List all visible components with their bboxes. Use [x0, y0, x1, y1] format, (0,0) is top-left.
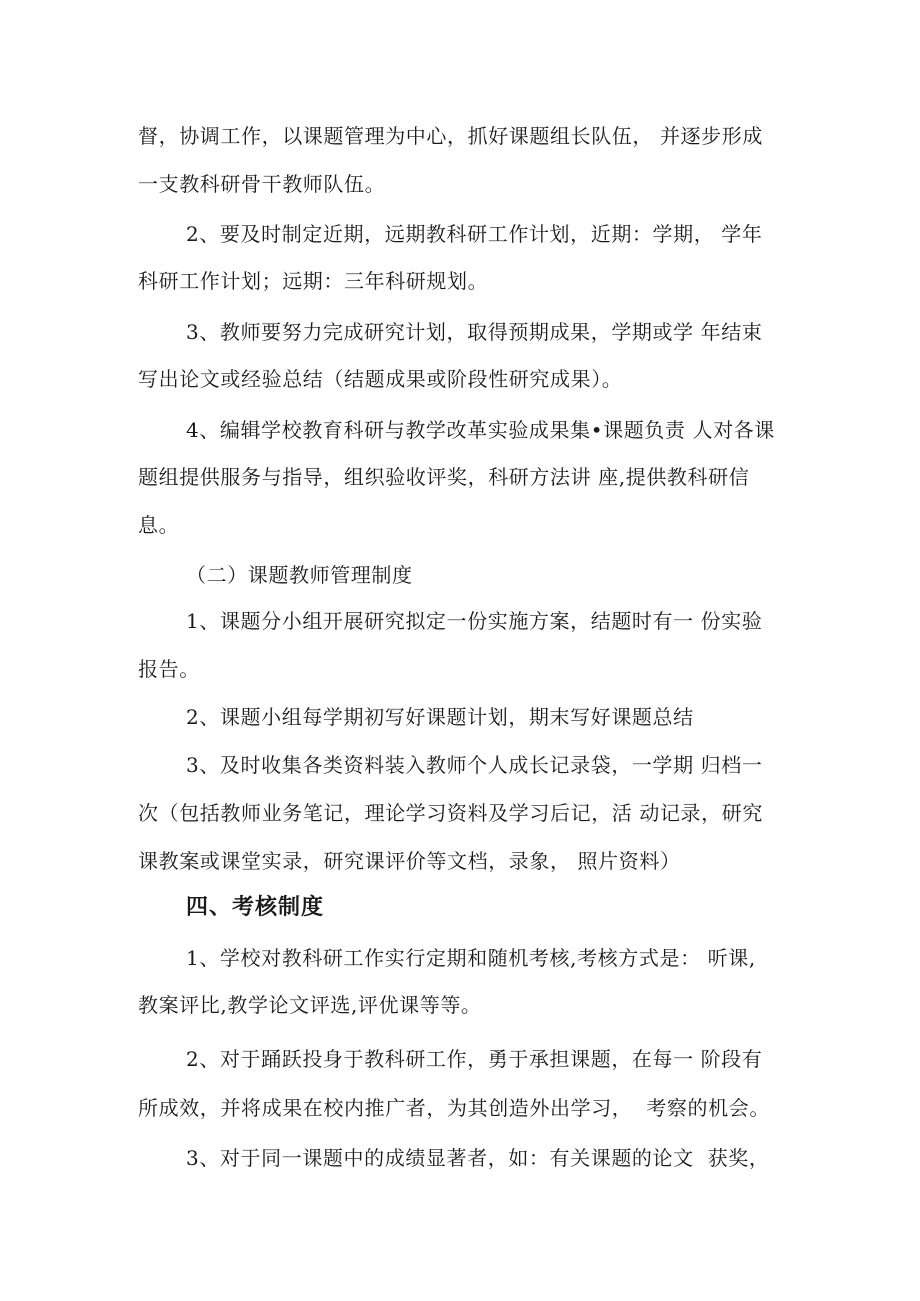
- paragraph-line: 课教案或课堂实录，研究课评价等文档，录象， 照片资料）: [138, 849, 681, 873]
- section-heading: 四、考核制度: [186, 895, 325, 920]
- paragraph-line: 4、编辑学校教育科研与教学改革实验成果集•课题负责 人对各课: [186, 418, 775, 442]
- paragraph-line: 所成效，并将成果在校内推广者，为其创造外出学习， 考察的机会。: [138, 1096, 770, 1120]
- paragraph-line: 3、对于同一课题中的成绩显著者，如：有关课题的论文 获奖，: [186, 1146, 770, 1170]
- paragraph-line: 督，协调工作，以课题管理为中心，抓好课题组长队伍， 并逐步形成: [138, 124, 763, 148]
- paragraph-line: 1、学校对教科研工作实行定期和随机考核,考核方式是： 听课,: [186, 946, 756, 970]
- paragraph-line: 3、教师要努力完成研究计划，取得预期成果，学期或学 年结束: [186, 320, 763, 344]
- paragraph-line: 次（包括教师业务笔记，理论学习资料及学习后记，活 动记录，研究: [138, 801, 763, 825]
- paragraph-line: 1、课题分小组开展研究拟定一份实施方案，结题时有一 份实验: [186, 609, 763, 633]
- paragraph-line: 教案评比,教学论文评选,评优课等等。: [138, 993, 482, 1017]
- paragraph-line: 题组提供服务与指导，组织验收评奖，科研方法讲 座,提供教科研信: [138, 465, 750, 489]
- paragraph-line: 科研工作计划；远期：三年科研规划。: [138, 269, 489, 293]
- paragraph-line: 2、课题小组每学期初写好课题计划，期末写好课题总结: [186, 705, 694, 729]
- paragraph-line: 报告。: [138, 657, 200, 681]
- paragraph-line: 2、要及时制定近期，远期教科研工作计划，近期：学期， 学年: [186, 222, 763, 246]
- section-subheading: （二）课题教师管理制度: [186, 563, 413, 587]
- paragraph-line: 3、及时收集各类资料装入教师个人成长记录袋，一学期 归档一: [186, 753, 763, 777]
- paragraph-line: 2、对于踊跃投身于教科研工作，勇于承担课题，在每一 阶段有: [186, 1047, 763, 1071]
- paragraph-line: 写出论文或经验总结（结题成果或阶段性研究成果）。: [138, 367, 623, 391]
- paragraph-line: 一支教科研骨干教师队伍。: [138, 172, 386, 196]
- paragraph-line: 息。: [138, 513, 180, 537]
